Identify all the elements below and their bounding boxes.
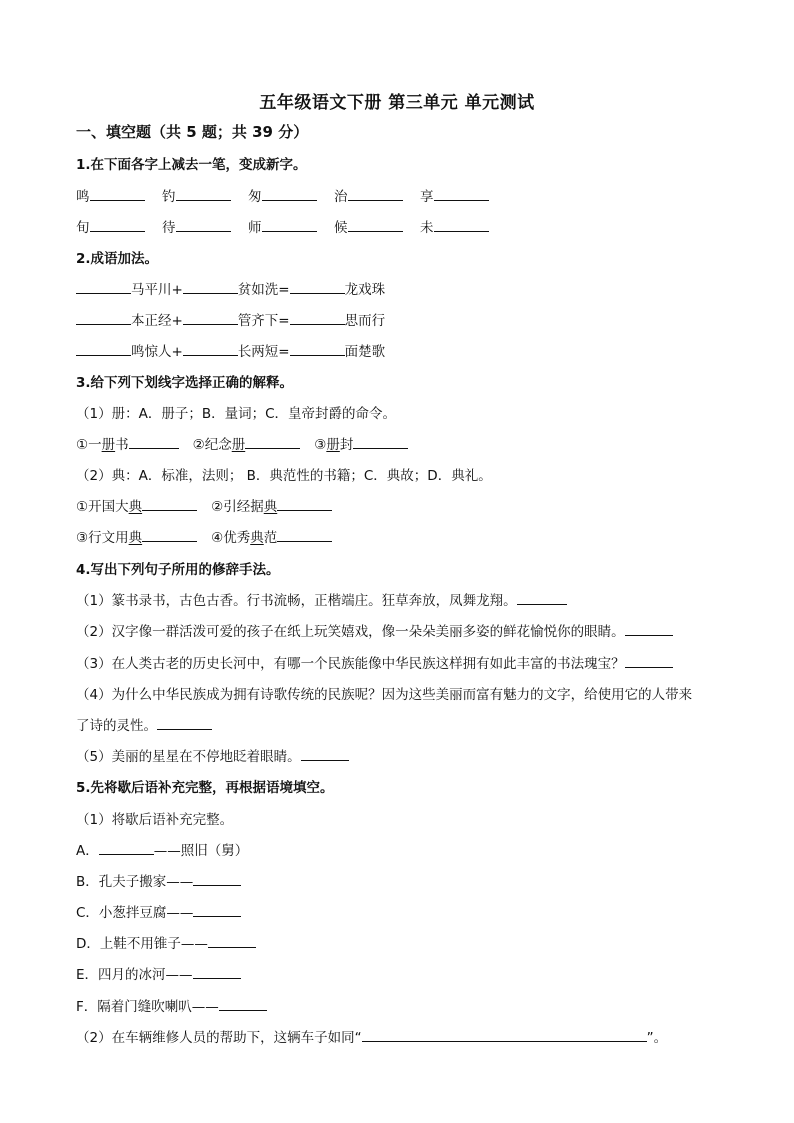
answer-blank[interactable] [183, 343, 238, 356]
answer-blank[interactable] [290, 343, 345, 356]
question-5-text: 5.先将歇后语补充完整，再根据语境填空。 [76, 780, 334, 796]
answer-blank[interactable] [99, 842, 154, 855]
context-text: （2）在车辆维修人员的帮助下，这辆车子如同“ [76, 1030, 362, 1046]
underlined-char: 册 [326, 437, 340, 453]
question-4-text: 4.写出下列句子所用的修辞手法。 [76, 562, 280, 578]
question-5-stem [76, 779, 334, 797]
char-2-4: 候 [334, 220, 348, 236]
answer-blank[interactable] [348, 219, 403, 232]
char-1-1: 鸣 [76, 189, 90, 205]
answer-blank[interactable] [277, 498, 332, 511]
question-3-text: 3.给下列下划线字选择正确的解释。 [76, 375, 294, 391]
underlined-char: 册 [231, 437, 246, 453]
answer-blank[interactable] [262, 219, 317, 232]
answer-blank[interactable] [129, 436, 179, 449]
sentence-1 [76, 592, 567, 610]
answer-blank[interactable] [219, 998, 267, 1011]
sentence-text: （2）汉字像一群活泼可爱的孩子在纸上玩笑嬉戏，像一朵朵美丽多姿的鲜花愉悦你的眼睛。 [76, 624, 625, 640]
sentence-4-line-1: （4）为什么中华民族成为拥有诗歌传统的民族呢？因为这些美丽而富有魅力的文字，给使用它的人带来 [76, 687, 693, 703]
question-3-stem [76, 374, 293, 392]
answer-blank[interactable] [176, 219, 231, 232]
underlined-char: 册 [101, 437, 116, 453]
option-letter: A． [76, 843, 99, 859]
answer-blank[interactable] [245, 436, 300, 449]
answer-blank[interactable] [183, 312, 238, 325]
question-3-part-2: （2）典：A．标准，法则； B．典范性的书籍；C．典故；D．典礼。 [76, 468, 492, 484]
underlined-char: 典 [263, 499, 278, 515]
question-3-part-1: （1）册：A．册子；B．量词；C．皇帝封爵的命令。 [76, 406, 397, 422]
idiom-fragment: 管齐下= [237, 313, 290, 329]
underlined-char: 典 [250, 530, 264, 546]
char-2-3: 师 [248, 220, 262, 236]
char-1-4: 治 [334, 189, 348, 205]
answer-blank[interactable] [290, 312, 345, 325]
sentence-text: 了诗的灵性。 [76, 718, 157, 734]
proverb-text: D．上鞋不用锥子—— [76, 936, 208, 952]
question-3-part-2-items-b [76, 529, 332, 547]
answer-blank[interactable] [290, 281, 345, 294]
char-1-5: 享 [420, 189, 434, 205]
proverb-text: C．小葱拌豆腐—— [76, 905, 194, 921]
item-prefix: ①开国大 [76, 499, 129, 515]
sentence-4-line-2 [76, 717, 212, 735]
proverb-d [76, 935, 256, 953]
idiom-fragment: 龙戏珠 [344, 282, 386, 298]
item-prefix: ③行文用 [76, 530, 129, 546]
char-1-3: 匆 [248, 189, 262, 205]
answer-blank[interactable] [183, 281, 238, 294]
idiom-fragment: 面楚歌 [344, 344, 386, 360]
question-3-part-2-items-a [76, 498, 332, 516]
proverb-c [76, 904, 241, 922]
answer-blank[interactable] [76, 343, 131, 356]
sentence-text: （1）篆书录书，古色古香。行书流畅，正楷端庄。狂草奔放，凤舞龙翔。 [76, 593, 517, 609]
item-prefix: ②引经据 [211, 499, 264, 515]
answer-blank[interactable] [625, 655, 673, 668]
answer-blank[interactable] [434, 219, 489, 232]
answer-blank[interactable] [193, 873, 241, 886]
idiom-fragment: 长两短= [237, 344, 290, 360]
item-suffix: 封 [339, 437, 354, 453]
answer-blank[interactable] [301, 748, 349, 761]
question-5-part-1: （1）将歇后语补充完整。 [76, 812, 234, 828]
item-prefix: ③ [314, 437, 327, 453]
answer-blank[interactable] [193, 966, 241, 979]
idiom-fragment: 本正经+ [131, 313, 183, 329]
answer-blank[interactable] [348, 188, 403, 201]
answer-blank[interactable] [362, 1029, 647, 1042]
sentence-text: （5）美丽的星星在不停地眨着眼睛。 [76, 749, 301, 765]
answer-blank[interactable] [434, 188, 489, 201]
char-2-5: 未 [420, 220, 434, 236]
idiom-fragment: 贫如洗= [237, 282, 290, 298]
proverb-text: B．孔夫子搬家—— [76, 874, 194, 890]
sentence-5 [76, 748, 349, 766]
idiom-fragment: 思而行 [344, 313, 386, 329]
question-1-row-1 [76, 188, 506, 206]
page-title: 五年级语文下册 第三单元 单元测试 [259, 93, 535, 113]
question-3-part-1-items [76, 436, 408, 454]
proverb-text: E．四月的冰河—— [76, 967, 193, 983]
proverb-a [76, 842, 248, 860]
answer-blank[interactable] [142, 529, 197, 542]
answer-blank[interactable] [76, 281, 131, 294]
proverb-text: F．隔着门缝吹喇叭—— [76, 999, 219, 1015]
answer-blank[interactable] [625, 623, 673, 636]
answer-blank[interactable] [90, 188, 145, 201]
answer-blank[interactable] [208, 935, 256, 948]
question-2-stem [76, 250, 158, 268]
answer-blank[interactable] [142, 498, 197, 511]
underlined-char: 典 [128, 530, 143, 546]
item-prefix: ②纪念 [192, 437, 232, 453]
proverb-f [76, 998, 267, 1016]
proverb-b [76, 873, 241, 891]
idiom-row-1 [76, 281, 385, 299]
answer-blank[interactable] [277, 529, 332, 542]
item-suffix: 书 [115, 437, 129, 453]
char-2-1: 旬 [76, 220, 90, 236]
proverb-e [76, 966, 241, 984]
section-heading: 一、填空题（共 5 题；共 39 分） [76, 123, 309, 141]
question-4-stem [76, 561, 280, 579]
answer-blank[interactable] [157, 717, 212, 730]
answer-blank[interactable] [353, 436, 408, 449]
question-1-stem [76, 156, 307, 174]
answer-blank[interactable] [90, 219, 145, 232]
char-2-2: 待 [162, 220, 176, 236]
underlined-char: 典 [128, 499, 143, 515]
sentence-2 [76, 623, 673, 641]
answer-blank[interactable] [517, 592, 567, 605]
item-prefix: ④优秀 [211, 530, 251, 546]
idiom-fragment: 马平川+ [131, 282, 183, 298]
answer-blank[interactable] [262, 188, 317, 201]
answer-blank[interactable] [176, 188, 231, 201]
context-text-end: ”。 [646, 1030, 668, 1046]
proverb-text: ——照旧（舅） [153, 843, 249, 859]
idiom-row-3 [76, 343, 385, 361]
idiom-row-2 [76, 312, 385, 330]
answer-blank[interactable] [76, 312, 131, 325]
answer-blank[interactable] [193, 904, 241, 917]
sentence-3 [76, 655, 673, 673]
char-1-2: 钓 [162, 189, 176, 205]
question-1-row-2 [76, 219, 506, 237]
sentence-text: （3）在人类古老的历史长河中，有哪一个民族能像中华民族这样拥有如此丰富的书法瑰宝？ [76, 656, 625, 672]
question-1-text: 1.在下面各字上减去一笔，变成新字。 [76, 157, 307, 173]
item-prefix: ①一 [76, 437, 102, 453]
idiom-fragment: 鸣惊人+ [131, 344, 183, 360]
question-5-part-2 [76, 1029, 667, 1047]
item-suffix: 范 [263, 530, 278, 546]
question-2-text: 2.成语加法。 [76, 251, 159, 267]
